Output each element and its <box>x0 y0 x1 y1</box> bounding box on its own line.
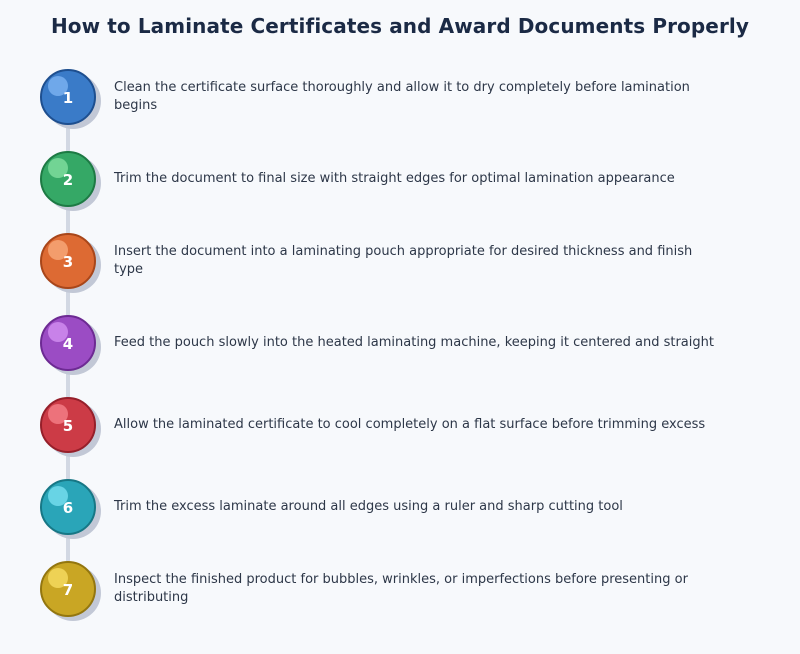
step-text: Trim the document to final size with straight edges for optimal lamination appearance <box>114 171 675 186</box>
step-number: 1 <box>62 89 74 107</box>
step-item <box>0 226 800 296</box>
step-text: Clean the certificate surface thoroughly and allow it to dry completely before lamination begins <box>114 80 690 113</box>
step-number-badge <box>40 233 96 289</box>
step-text: Insert the document into a laminating pouch appropriate for desired thickness and finish type <box>114 244 693 277</box>
step-text: Feed the pouch slowly into the heated laminating machine, keeping it centered and straight <box>114 335 714 350</box>
step-text: Inspect the finished product for bubbles, wrinkles, or imperfections before presenting or distributing <box>114 572 688 605</box>
step-number: 4 <box>62 335 74 353</box>
step-number: 2 <box>62 171 74 189</box>
page-title: How to Laminate Certificates and Award Documents Properly <box>50 14 750 38</box>
step-number-badge <box>40 315 96 371</box>
step-number-badge <box>40 397 96 453</box>
step-number: 3 <box>62 253 74 271</box>
step-text: Allow the laminated certificate to cool completely on a flat surface before trimming excess <box>114 417 706 432</box>
step-number-badge <box>40 561 96 617</box>
step-number-badge <box>40 69 96 125</box>
step-text: Trim the excess laminate around all edges using a ruler and sharp cutting tool <box>114 499 623 514</box>
step-item <box>0 62 800 132</box>
step-number: 6 <box>62 499 74 517</box>
step-item <box>0 308 800 378</box>
step-item <box>0 144 800 214</box>
step-item <box>0 472 800 542</box>
step-number-badge <box>40 479 96 535</box>
step-number-badge <box>40 151 96 207</box>
step-item <box>0 390 800 460</box>
step-number: 5 <box>62 417 74 435</box>
step-number: 7 <box>62 581 74 599</box>
step-item <box>0 554 800 624</box>
